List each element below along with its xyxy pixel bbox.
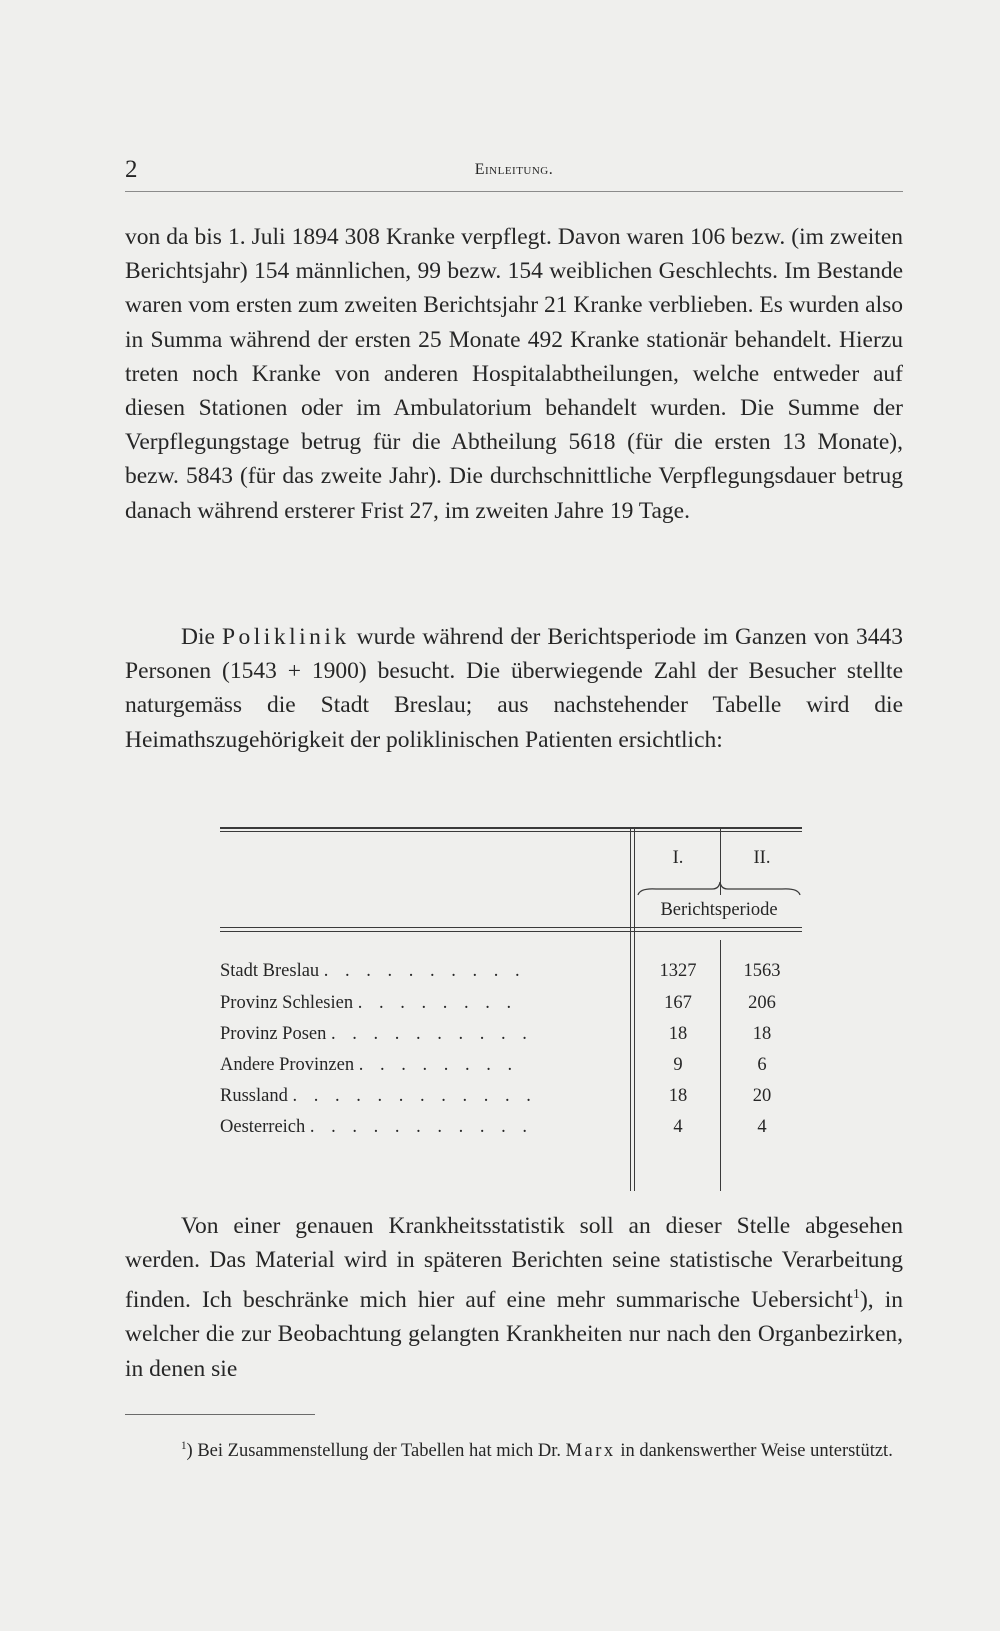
table-cell-period-2: 1563: [743, 961, 781, 981]
table-cell-period-1: 18: [668, 1024, 688, 1044]
column-group-label: Berichtsperiode: [660, 900, 778, 920]
table-cell-period-2: 6: [757, 1055, 767, 1075]
page-number: 2: [125, 156, 138, 183]
table-row-label: [220, 1080, 600, 1112]
header-rule: [125, 191, 903, 192]
brace-icon: [636, 880, 802, 900]
table-cell-period-2: 4: [757, 1117, 767, 1137]
leader-dots: . . . . . . . . . . .: [309, 1117, 534, 1137]
text-run: in dankenswerther Weise unterstützt.: [615, 1441, 893, 1462]
footnote-text: [125, 1432, 903, 1466]
leader-dots: . . . . . . . .: [357, 993, 518, 1013]
footnote-rule: [125, 1414, 315, 1415]
table-top-rule-thin: [220, 831, 802, 832]
text-run: ) Bei Zusammenstellung der Tabellen hat mich Dr.: [186, 1441, 566, 1462]
table-cell-period-1: 167: [664, 993, 692, 1013]
table-cell-period-1: 1327: [659, 961, 697, 981]
column-header-1: I.: [672, 848, 684, 868]
paragraph-poliklinik: [125, 620, 903, 757]
row-label-text: Oesterreich: [220, 1117, 306, 1137]
table-vline-middle-lower: [720, 940, 721, 1191]
row-label-text: Provinz Schlesien: [220, 993, 354, 1013]
footnote-marker[interactable]: 1: [852, 1286, 860, 1303]
leader-dots: . . . . . . . . . .: [323, 961, 526, 981]
column-header-2: II.: [753, 848, 771, 868]
table-row-label: [220, 1111, 600, 1143]
paragraph-hospital-stats: [125, 220, 903, 528]
table-cell-period-1: 18: [668, 1086, 688, 1106]
table-cell-period-1: 4: [673, 1117, 683, 1137]
row-label-text: Provinz Posen: [220, 1024, 327, 1044]
text-run: ), in welcher die zur Beobachtung gelangten Krankheiten nur nach den Organbezirken, in denen sie: [125, 1287, 903, 1382]
table-header-rule: [220, 927, 802, 928]
footnote-number: 1: [181, 1440, 187, 1452]
table-row-label: [220, 1018, 600, 1050]
table-cell-period-1: 9: [673, 1055, 683, 1075]
table-row-label: [220, 987, 600, 1019]
emphasized-name: Marx: [565, 1441, 616, 1462]
running-header: [125, 156, 903, 190]
paragraph-text: [125, 1209, 903, 1386]
leader-dots: . . . . . . . . . .: [331, 1024, 533, 1044]
leader-dots: . . . . . . . .: [358, 1055, 519, 1075]
text-run: Die: [181, 624, 222, 650]
table-row-label: [220, 955, 600, 987]
table-cell-period-2: 20: [752, 1086, 772, 1106]
text-run: Von einer genauen Krankheitsstatistik soll an dieser Stelle abgesehen werden. Das Material wird in späteren Berichten seine statistische Verarbeitung finden. Ich beschränke mich hier auf eine mehr summarische Uebersicht: [125, 1213, 903, 1314]
emphasized-term: Poliklinik: [221, 624, 350, 650]
paragraph-text: von da bis 1. Juli 1894 308 Kranke verpflegt. Davon waren 106 bezw. (im zweiten Berichtsjahr) 154 männlichen, 99 bezw. 154 weiblichen Geschlechts. Im Bestande waren vom ersten zum zweiten Berichtsjahr 21 Kranke verblieben. Es wurden also in Summa während der ersten 25 Monate 492 Kranke stationär behandelt. Hierzu treten noch Kranke von anderen Hospitalabtheilungen, welche entweder auf diesen Stationen oder im Ambulatorium behandelt wurden. Die Summe der Verpflegungstage betrug für die Abtheilung 5618 (für die ersten 13 Monate), bezw. 5843 (für das zweite Jahr). Die durchschnittliche Verpflegungsdauer betrug danach während ersterer Frist 27, im zweiten Jahre 19 Tage.: [125, 224, 903, 524]
footnote: [125, 1432, 903, 1466]
row-label-text: Stadt Breslau: [220, 961, 320, 981]
text-run: wurde während der Berichtsperiode im Ganzen von 3443 Personen (1543 + 1900) besucht. Die überwiegende Zahl der Besucher stellte naturgemäss die Stadt Breslau; aus nachstehender Tabelle wird die Heimathszugehörigkeit der poliklinischen Patienten ersichtlich:: [125, 624, 903, 753]
leader-dots: . . . . . . . . . . . .: [292, 1086, 537, 1106]
table-cell-period-2: 206: [748, 993, 776, 1013]
table-vline-left: [630, 829, 631, 1191]
running-title: Einleitung.: [474, 161, 554, 178]
table-top-rule: [220, 827, 802, 829]
table-cell-period-2: 18: [752, 1024, 772, 1044]
table-row-label: [220, 1049, 600, 1081]
row-label-text: Andere Provinzen: [220, 1055, 355, 1075]
row-label-text: Russland: [220, 1086, 288, 1106]
paragraph-text: [125, 620, 903, 757]
paragraph-disease-statistics: [125, 1209, 903, 1386]
table-header-rule-double: [220, 931, 802, 932]
table-vline-left-double: [634, 829, 635, 1191]
